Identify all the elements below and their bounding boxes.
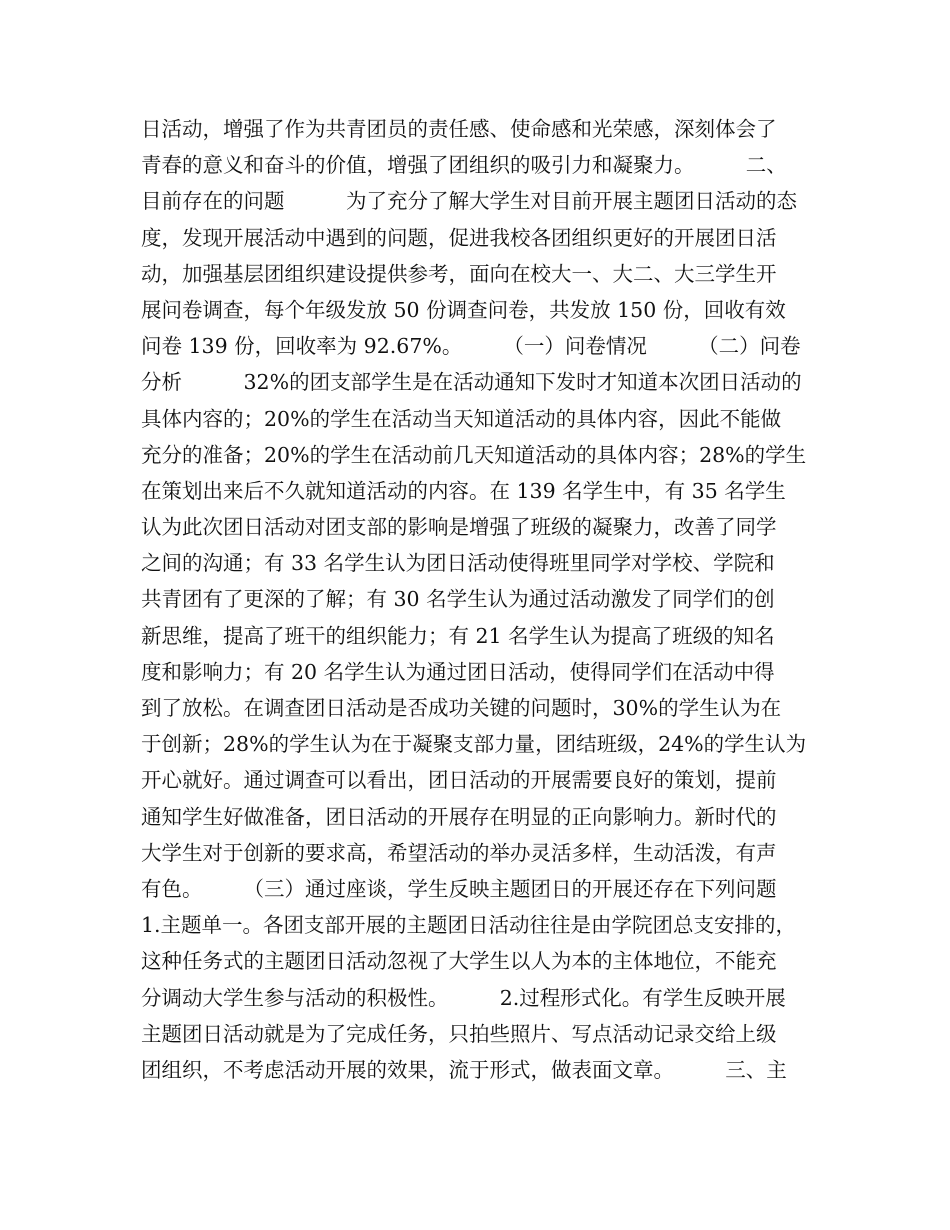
body-text <box>141 111 821 1088</box>
text-line: 于创新；28%的学生认为在于凝聚支部力量，团结班级，24%的学生认为 <box>141 732 807 757</box>
text-line: 开心就好。通过调查可以看出，团日活动的开展需要良好的策划，提前 <box>141 768 777 793</box>
text-line: 度和影响力；有 20 名学生认为通过团日活动，使得同学们在活动中得 <box>141 659 775 684</box>
text-line: 目前存在的问题 为了充分了解大学生对目前开展主题团日活动的态 <box>141 189 797 214</box>
text-line: 新思维，提高了班干的组织能力；有 21 名学生认为提高了班级的知名 <box>141 623 775 648</box>
text-line: 展问卷调查，每个年级发放 50 份调查问卷，共发放 150 份，回收有效 <box>141 297 786 322</box>
text-line: 大学生对于创新的要求高，希望活动的举办灵活多样，生动活泼，有声 <box>141 840 777 865</box>
text-line: 动，加强基层团组织建设提供参考，面向在校大一、大二、大三学生开 <box>141 261 777 286</box>
text-line: 认为此次团日活动对团支部的影响是增强了班级的凝聚力，改善了同学 <box>141 515 777 540</box>
text-line: 1.主题单一。各团支部开展的主题团日活动往往是由学院团总支安排的， <box>141 913 797 938</box>
text-line: 之间的沟通；有 33 名学生认为团日活动使得班里同学对学校、学院和 <box>141 551 775 576</box>
text-line: 主题团日活动就是为了完成任务，只拍些照片、写点活动记录交给上级 <box>141 1021 777 1046</box>
text-line: 日活动，增强了作为共青团员的责任感、使命感和光荣感，深刻体会了 <box>141 117 777 141</box>
text-line: 充分的准备；20%的学生在活动前几天知道活动的具体内容；28%的学生 <box>141 442 807 467</box>
text-line: 度，发现开展活动中遇到的问题，促进我校各团组织更好的开展团日活 <box>141 225 777 250</box>
text-line: 分调动大学生参与活动的积极性。 2.过程形式化。有学生反映开展 <box>141 985 786 1010</box>
text-line: 分析 32%的团支部学生是在活动通知下发时才知道本次团日活动的 <box>141 370 802 395</box>
text-line: 在策划出来后不久就知道活动的内容。在 139 名学生中，有 35 名学生 <box>141 478 786 503</box>
text-line: 到了放松。在调查团日活动是否成功关键的问题时，30%的学生认为在 <box>141 696 782 720</box>
text-line: 这种任务式的主题团日活动忽视了大学生以人为本的主体地位，不能充 <box>141 949 777 974</box>
text-line: 团组织，不考虑活动开展的效果，流于形式，做表面文章。 三、主 <box>141 1057 787 1082</box>
text-line: 通知学生好做准备，团日活动的开展存在明显的正向影响力。新时代的 <box>141 804 777 829</box>
text-line: 有色。 （三）通过座谈，学生反映主题团日的开展还存在下列问题 <box>141 876 777 901</box>
text-line: 共青团有了更深的了解；有 30 名学生认为通过活动激发了同学们的创 <box>141 587 775 612</box>
text-line: 具体内容的；20%的学生在活动当天知道活动的具体内容，因此不能做 <box>141 406 782 431</box>
text-line: 问卷 139 份，回收率为 92.67%。 （一）问卷情况 （二）问卷 <box>141 334 801 359</box>
text-line: 青春的意义和奋斗的价值，增强了团组织的吸引力和凝聚力。 二、 <box>141 153 787 178</box>
